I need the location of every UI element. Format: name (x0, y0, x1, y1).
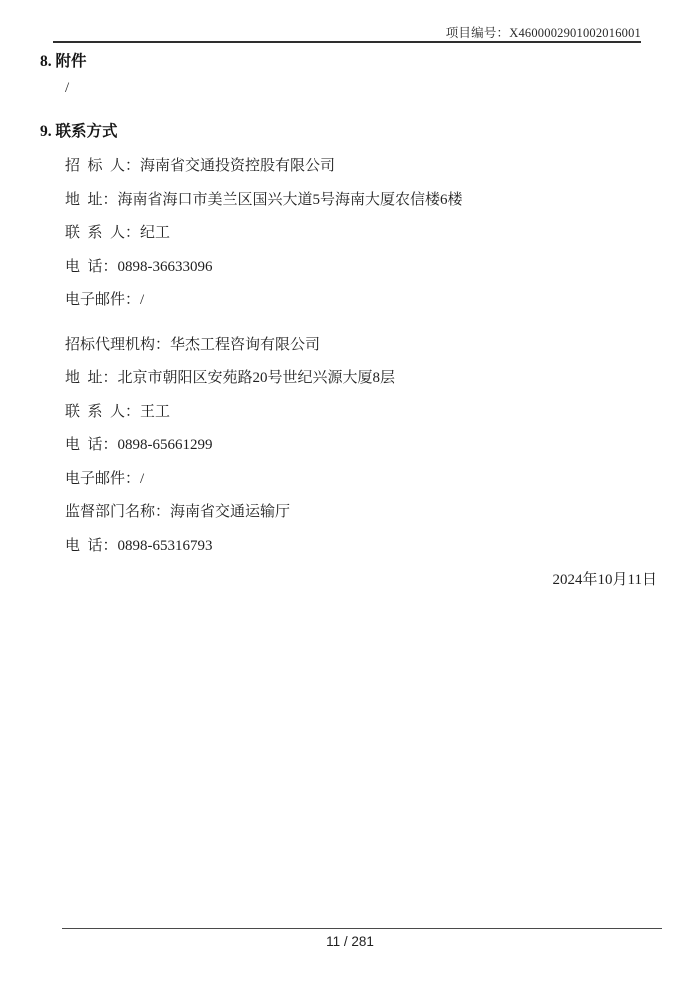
agency-name-line: 招标代理机构：华杰工程咨询有限公司 (65, 336, 321, 353)
tenderer-contact-person-line: 联 系 人：纪工 (65, 225, 171, 241)
supervision-dept-line: 监督部门名称：海南省交通运输厅 (65, 504, 291, 520)
document-date: 2024年10月11日 (552, 572, 657, 588)
tenderer-phone-line: 电 话：0898-36633096 (65, 258, 213, 275)
contacts-body (65, 158, 657, 589)
agency-address-line: 地 址：北京市朝阳区安苑路20号世纪兴源大厦8层 (65, 370, 396, 386)
section-heading-contacts: 9. 联系方式 (40, 123, 118, 140)
attachments-content: / (65, 80, 70, 96)
project-number: 项目编号：X4600002901002016001 (445, 26, 641, 40)
footer-rule (62, 928, 662, 929)
section-heading-attachments: 8. 附件 (40, 53, 87, 70)
tenderer-contact-block (65, 158, 657, 326)
tenderer-email-line: 电子邮件：/ (65, 292, 145, 308)
supervision-phone-line: 电 话：0898-65316793 (65, 537, 213, 554)
tenderer-name-line: 招 标 人：海南省交通投资控股有限公司 (65, 158, 336, 174)
agency-contact-person-line: 联 系 人：王工 (65, 403, 171, 420)
header-rule (53, 41, 641, 43)
agency-email-line: 电子邮件：/ (65, 470, 145, 487)
agency-contact-block (65, 337, 657, 572)
agency-phone-line: 电 话：0898-65661299 (65, 437, 213, 453)
page-indicator: 11 / 281 (326, 934, 374, 949)
tenderer-address-line: 地 址：海南省海口市美兰区国兴大道5号海南大厦农信楼6楼 (65, 191, 463, 208)
